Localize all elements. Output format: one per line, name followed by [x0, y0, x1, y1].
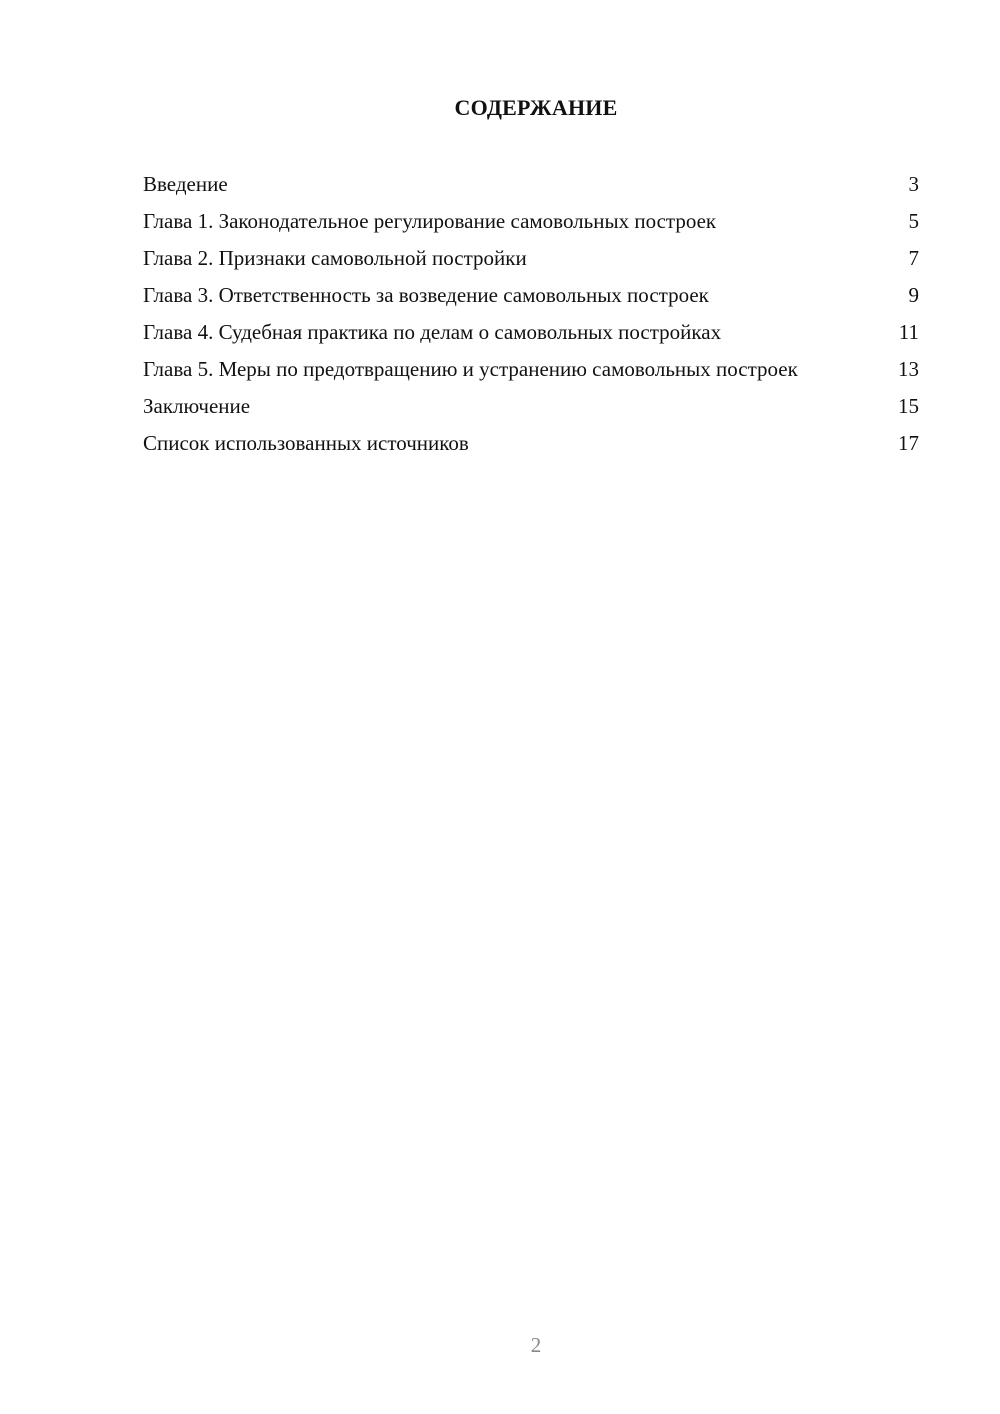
toc-entry-text: Глава 2. Признаки самовольной постройки [143, 246, 527, 270]
toc-entry-page: 17 [898, 431, 919, 455]
toc-entry-page: 11 [898, 320, 919, 344]
toc-entry-page: 3 [908, 172, 919, 196]
toc-entry-conclusion[interactable] [143, 392, 919, 420]
toc-entry-text: Глава 1. Законодательное регулирование самовольных построек [143, 209, 717, 233]
toc-entry-introduction[interactable] [143, 170, 919, 198]
toc-entry-chapter-1[interactable] [143, 207, 919, 235]
toc-entry-page: 9 [908, 283, 919, 307]
toc-entry-page: 5 [908, 209, 919, 233]
toc-entry-text: Глава 5. Меры по предотвращению и устранению самовольных построек [143, 357, 798, 381]
toc-entry-text: Введение [143, 172, 228, 196]
table-of-contents [143, 170, 919, 466]
toc-entry-chapter-3[interactable] [143, 281, 919, 309]
toc-entry-text: Список использованных источников [143, 431, 469, 455]
toc-entry-text: Глава 4. Судебная практика по делам о самовольных постройках [143, 320, 722, 344]
toc-entry-chapter-4[interactable] [143, 318, 919, 346]
toc-entry-text: Заключение [143, 394, 251, 418]
toc-entry-page: 7 [908, 246, 919, 270]
toc-entry-text: Глава 3. Ответственность за возведение самовольных построек [143, 283, 709, 307]
page-number: 2 [530, 1333, 542, 1357]
toc-entry-page: 15 [898, 394, 919, 418]
toc-entry-chapter-2[interactable] [143, 244, 919, 272]
toc-entry-references[interactable] [143, 429, 919, 457]
page-title: СОДЕРЖАНИЕ [454, 95, 618, 120]
toc-entry-page: 13 [898, 357, 919, 381]
toc-entry-chapter-5[interactable] [143, 355, 919, 383]
